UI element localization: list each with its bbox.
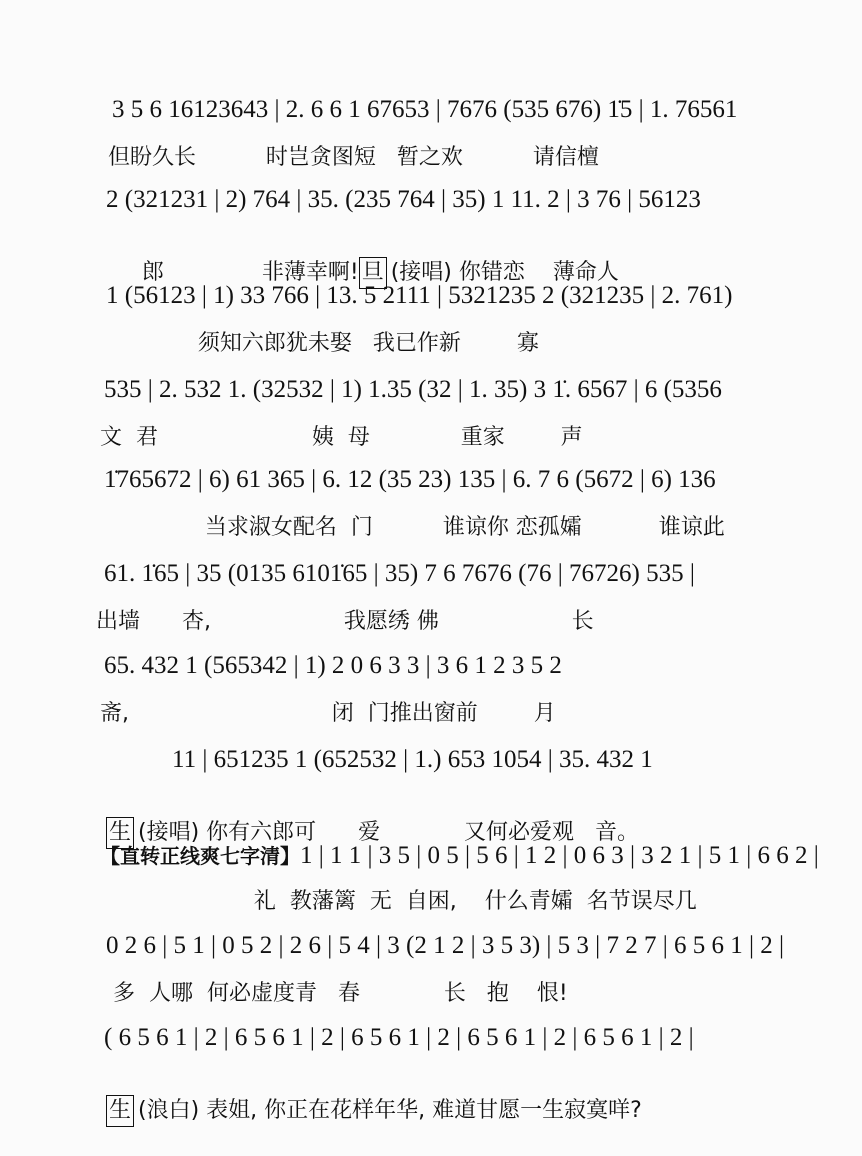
- score-row-5: [0, 466, 862, 556]
- score-row-1: [0, 96, 862, 186]
- lyric-line: 当求淑女配名 门 谁谅你 恋孤孀 谁谅此: [100, 515, 725, 540]
- score-row-11: [0, 1024, 862, 1123]
- notation-line: [100, 840, 819, 878]
- score-row-4: [0, 376, 862, 466]
- lyric-line: 文 君 姨 母 重家 声: [100, 425, 583, 450]
- notation-line: 3 5 6 16123643 | 2. 6 6 1 67653 | 7676 (535 676) 1̇5 | 1. 76561: [112, 96, 738, 123]
- lyric-line: [64, 1068, 642, 1123]
- lyric-line: 出墙 杏, 我愿绣 佛 长: [96, 609, 594, 634]
- notation-line: ( 6 5 6 1 | 2 | 6 5 6 1 | 2 | 6 5 6 1 | 2 | 6 5 6 1 | 2 | 6 5 6 1 | 2 |: [104, 1024, 694, 1051]
- notation-line: 2 (321231 | 2) 764 | 35. (235 764 | 35) 1 11. 2 | 3 76 | 56123: [106, 186, 701, 213]
- role-marker: 生: [106, 817, 134, 849]
- score-row-3: [0, 282, 862, 372]
- lyric-line: [100, 230, 619, 285]
- lyric-line: 斋, 闭 门推出窗前 月: [100, 701, 556, 726]
- notation-line: 535 | 2. 532 1. (32532 | 1) 1.35 (32 | 1. 35) 3 1̇. 6567 | 6 (5356: [104, 376, 722, 403]
- notation-line: 61. 1̇65 | 35 (0135 6101̇65 | 35) 7 6 7676 (76 | 76726) 535 |: [104, 560, 695, 587]
- lyric-line: [64, 790, 640, 845]
- score-row-6: [0, 560, 862, 650]
- section-label: 【直转正线爽七字清】: [100, 844, 300, 868]
- notation-line: 0 2 6 | 5 1 | 0 5 2 | 2 6 | 5 4 | 3 (2 1 2 | 3 5 3) | 5 3 | 7 2 7 | 6 5 6 1 | 2 |: [106, 932, 784, 959]
- score-row-7: [0, 652, 862, 742]
- lyric-text: (接唱) 你错恋 薄命人: [390, 260, 619, 285]
- notation-line: 1 (56123 | 1) 33 766 | 13. 5 2111 | 5321235 2 (321235 | 2. 761): [106, 282, 733, 309]
- role-marker: 旦: [359, 257, 387, 289]
- score-row-8: [0, 746, 862, 845]
- lyric-text: (接唱) 你有六郎可 爱 又何必爱观 音。: [137, 820, 640, 845]
- role-marker: 生: [106, 1095, 134, 1127]
- score-row-10: [0, 932, 862, 1022]
- notation-text: 1 | 1 1 | 3 5 | 0 5 | 5 6 | 1 2 | 0 6 3 | 3 2 1 | 5 1 | 6 6 2 |: [300, 842, 819, 869]
- notation-line: 1̇765672 | 6) 61 365 | 6. 12 (35 23) 135 | 6. 7 6 (5672 | 6) 136: [104, 466, 716, 493]
- lyric-line: 礼 教藩篱 无 自困, 什么青孀 名节误尽几: [100, 889, 697, 914]
- lyric-prefix: 郎 非薄幸啊!: [141, 260, 359, 285]
- notation-line: 11 | 651235 1 (652532 | 1.) 653 1054 | 35. 432 1: [172, 746, 653, 773]
- notation-line: 65. 432 1 (565342 | 1) 2 0 6 3 3 | 3 6 1 2 3 5 2: [104, 652, 562, 679]
- score-row-2: [0, 186, 862, 285]
- lyric-line: 须知六郎犹未娶 我已作新 寡: [100, 331, 539, 356]
- score-row-9: [0, 840, 862, 930]
- lyric-line: 但盼久长 时岂贪图短 暂之欢 请信檀: [108, 145, 599, 170]
- lyric-text: (浪白) 表姐, 你正在花样年华, 难道甘愿一生寂寞咩?: [137, 1098, 642, 1123]
- lyric-line: 多 人哪 何必虚度青 春 长 抱 恨!: [106, 981, 568, 1006]
